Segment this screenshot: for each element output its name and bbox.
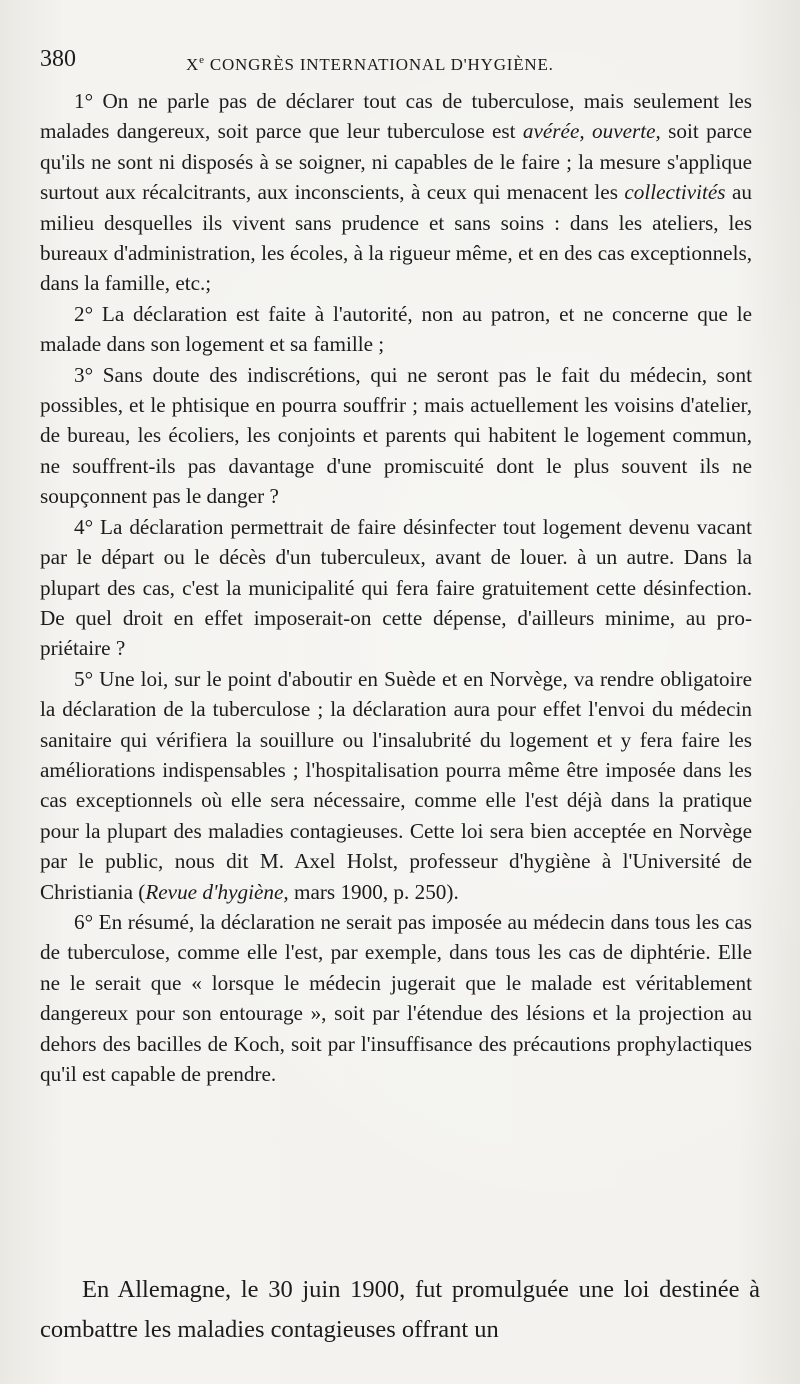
paragraph-5-part-b: mars 1900, p. 250).	[288, 879, 459, 904]
paragraph-5-journal-title: Revue d'hygiène,	[145, 879, 289, 904]
paragraph-5-part-a: 5° Une loi, sur le point d'aboutir en Suède et en Norvège, va rendre obligatoire la déclaration de la tuberculose ; la déclaration aura pour effet l'envoi du médecin sanitaire qui vérifiera la souillure ou l'insalubrité du logement et y fera faire les améliorations indispensables ; l'hospitalisation pourra même être imposée dans les cas exceptionnels où elle sera nécessaire, comme elle l'est déjà dans la pratique pour la plupart des maladies contagieuses. Cette loi sera bien acceptée en Norvège par le public, nous dit M. Axel Holst, professeur d'hygiène à l'Université de Christiania (	[40, 666, 752, 904]
paragraph-1-italic-2: collectivités	[624, 180, 726, 205]
running-title	[186, 48, 554, 77]
paragraph-5	[40, 664, 752, 907]
paragraph-3: 3° Sans doute des indiscrétions, qui ne seront pas le fait du médecin, sont possibles, et le phtisique en pourra souffrir ; mais actuellement les voisins d'atelier, de bureau, les écoliers, les conjoints et parents qui habitent le logement commun, ne souffrent-ils pas davantage d'une promiscuité dont le plus souvent ils ne soupçonnent pas le danger ?	[40, 362, 752, 509]
closing-paragraph: En Allemagne, le 30 juin 1900, fut promulguée une loi destinée à combattre les maladies contagieuses offrant un	[40, 1276, 760, 1343]
paragraph-2: 2° La déclaration est faite à l'autorité, non au patron, et ne concerne que le malade dans son logement et sa famille ;	[40, 301, 752, 357]
running-title-prefix: X	[186, 55, 200, 74]
page-header	[40, 44, 760, 74]
running-title-superscript: e	[199, 54, 205, 66]
paragraph-4: 4° La déclaration permettrait de faire désinfecter tout logement devenu vacant par le départ ou le décès d'un tuberculeux, avant de louer. à un autre. Dans la plupart des cas, c'est la municipalité qui fera faire gratuitement cette désinfection. De quel droit en effet imposerait-on cette dépense, d'ailleurs minime, au propriétaire ?	[40, 514, 752, 661]
paragraph-6: 6° En résumé, la déclaration ne serait pas imposée au médecin dans tous les cas de tuberculose, comme elle l'est, par exemple, dans tous les cas de diphtérie. Elle ne le serait que « lorsque le médecin jugerait que le malade est véritablement dangereux pour son entourage », soit par l'étendue des lésions et la projection au dehors des bacilles de Koch, soit par l'insuffisance des précautions prophylactiques qu'il est capable de prendre.	[40, 909, 752, 1086]
paragraph-1-part-a: 1° On ne parle pas de déclarer tout cas de tuberculose, mais seulement les malades dangereux, soit parce que leur tuberculose est	[40, 89, 752, 144]
main-text-block	[40, 86, 752, 1089]
paragraph-1	[40, 86, 752, 299]
paragraph-1-part-b: soit parce qu'ils ne sont ni disposés à se soigner, ni capables de le faire ; la mesure s'applique surtout aux récalcitrants, aux inconscients, à ceux qui menacent les	[40, 119, 753, 205]
paragraph-1-italic-1: avérée, ouverte,	[522, 119, 661, 144]
paragraph-1-part-c: au milieu desquelles ils vivent sans prudence et sans soins : dans les ateliers, les bureaux d'administration, les écoles, à la rigueur même, et en des cas exceptionnels, dans la famille, etc.;	[40, 180, 752, 296]
page-number: 380	[40, 46, 76, 72]
closing-text-block	[40, 1270, 760, 1350]
running-title-text: CONGRÈS INTERNATIONAL D'HYGIÈNE.	[204, 55, 554, 74]
